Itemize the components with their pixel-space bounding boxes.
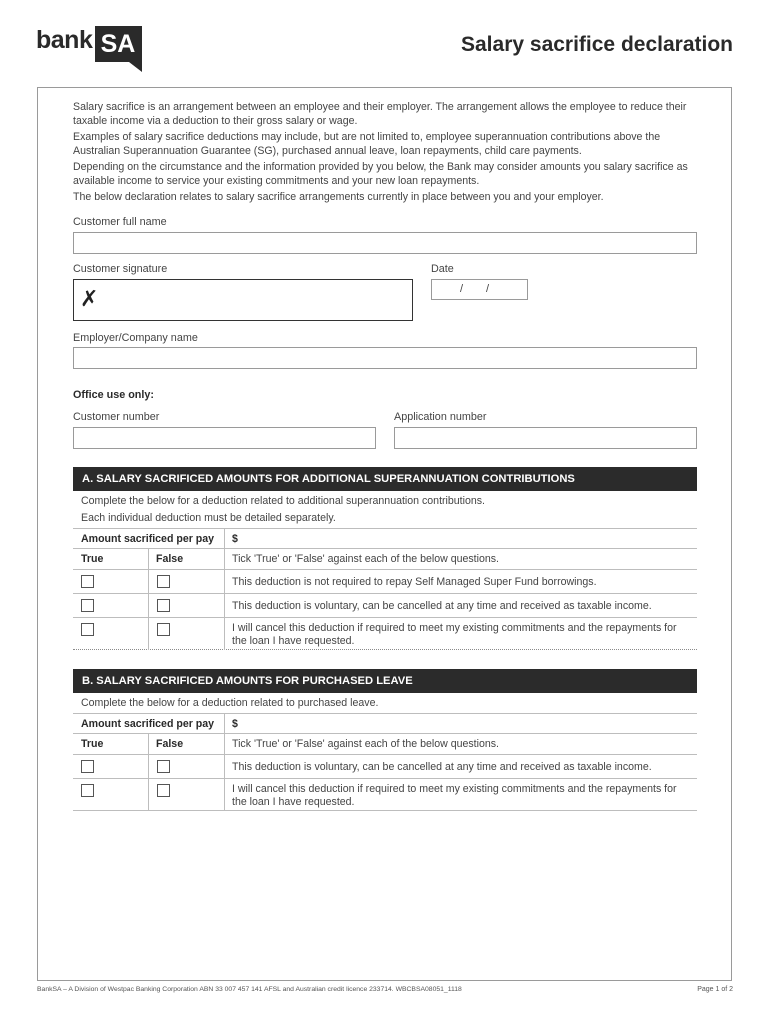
customer-signature-field[interactable] — [73, 279, 413, 321]
amount-sacrificed-label: Amount sacrificed per pay — [81, 718, 215, 730]
section-a-amount-input[interactable] — [244, 530, 696, 548]
employer-name-input[interactable] — [73, 347, 697, 369]
true-column-header: True — [81, 738, 104, 750]
column-divider — [224, 529, 225, 650]
section-b-amount-input[interactable] — [244, 715, 696, 733]
logo-sa-text: SA — [100, 30, 136, 58]
intro-paragraph: The below declaration relates to salary sacrifice arrangements currently in place between you and your employer. — [73, 191, 604, 203]
intro-paragraph: Salary sacrifice is an arrangement between an employee and their employer. The arrangement allows the employee to reduce their taxable income via a deduction to their gross salary or wage. — [73, 101, 687, 127]
question-text: This deduction is voluntary, can be cancelled at any time and received as taxable income. — [232, 761, 652, 773]
page-number: Page 1 of 2 — [697, 986, 733, 993]
date-input[interactable] — [431, 279, 528, 300]
section-b-description: Complete the below for a deduction related to purchased leave. — [81, 697, 379, 709]
currency-symbol: $ — [232, 533, 238, 545]
customer-full-name-input[interactable] — [73, 232, 697, 254]
logo-sa-badge — [95, 26, 142, 72]
true-checkbox[interactable] — [81, 623, 94, 636]
true-checkbox[interactable] — [81, 575, 94, 588]
true-checkbox[interactable] — [81, 599, 94, 612]
page-title: Salary sacrifice declaration — [461, 33, 733, 56]
false-checkbox[interactable] — [157, 599, 170, 612]
banksa-logo — [36, 24, 146, 76]
question-text: I will cancel this deduction if required to meet my existing commitments and the repayments for the loan I have requested. — [232, 783, 677, 808]
section-b-header-row — [73, 734, 697, 755]
application-number-input[interactable] — [394, 427, 697, 449]
true-checkbox[interactable] — [81, 760, 94, 773]
instruction-text: Tick 'True' or 'False' against each of the below questions. — [232, 553, 499, 565]
column-divider — [148, 549, 149, 650]
column-divider — [224, 714, 225, 811]
intro-paragraph: Depending on the circumstance and the information provided by you below, the Bank may consider amounts you salary sacrifice as available income to service your existing commitments and your new loan repayments. — [73, 161, 688, 187]
customer-number-label: Customer number — [73, 411, 160, 423]
question-text: I will cancel this deduction if required to meet my existing commitments and the repayments for the loan I have requested. — [232, 622, 677, 647]
true-checkbox[interactable] — [81, 784, 94, 797]
amount-sacrificed-label: Amount sacrificed per pay — [81, 533, 215, 545]
intro-paragraph: Examples of salary sacrifice deductions may include, but are not limited to, employee superannuation contributions above the Australian Superannuation Guarantee (SG), purchased annual leave, loan repayments, child care payments. — [73, 131, 661, 157]
section-a-description: Each individual deduction must be detailed separately. — [81, 512, 336, 524]
instruction-text: Tick 'True' or 'False' against each of the below questions. — [232, 738, 499, 750]
false-checkbox[interactable] — [157, 760, 170, 773]
date-separator: / — [460, 283, 464, 295]
column-divider — [148, 734, 149, 811]
false-checkbox[interactable] — [157, 784, 170, 797]
false-column-header: False — [156, 738, 184, 750]
logo-wordmark: bank — [36, 26, 93, 54]
section-a-heading: A. SALARY SACRIFICED AMOUNTS FOR ADDITIONAL SUPERANNUATION CONTRIBUTIONS — [73, 467, 697, 491]
date-label: Date — [431, 263, 454, 275]
intro-text — [73, 101, 698, 208]
currency-symbol: $ — [232, 718, 238, 730]
true-column-header: True — [81, 553, 104, 565]
section-a-description: Complete the below for a deduction related to additional superannuation contributions. — [81, 495, 486, 507]
section-b-heading: B. SALARY SACRIFICED AMOUNTS FOR PURCHASED LEAVE — [73, 669, 697, 693]
customer-full-name-label: Customer full name — [73, 216, 167, 228]
customer-signature-label: Customer signature — [73, 263, 168, 275]
employer-name-label: Employer/Company name — [73, 332, 198, 344]
date-separator: / — [486, 283, 490, 295]
false-column-header: False — [156, 553, 184, 565]
section-a-header-row — [73, 549, 697, 570]
false-checkbox[interactable] — [157, 575, 170, 588]
question-text: This deduction is not required to repay Self Managed Super Fund borrowings. — [232, 576, 597, 588]
footer-legal: BankSA – A Division of Westpac Banking Corporation ABN 33 007 457 141 AFSL and Australian credit licence 233714. WBCBSA08051_1118 — [37, 986, 462, 993]
office-use-heading: Office use only: — [73, 389, 154, 401]
application-number-label: Application number — [394, 411, 487, 423]
signature-cross-icon: ✗ — [80, 286, 99, 311]
false-checkbox[interactable] — [157, 623, 170, 636]
question-text: This deduction is voluntary, can be cancelled at any time and received as taxable income. — [232, 600, 652, 612]
customer-number-input[interactable] — [73, 427, 376, 449]
